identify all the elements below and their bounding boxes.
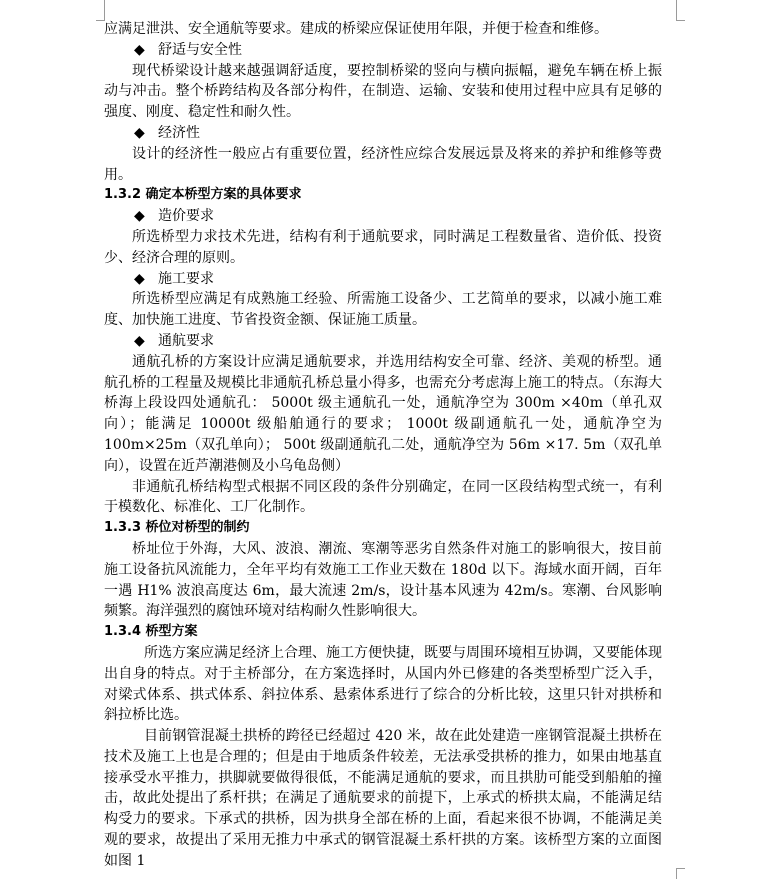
bullet-label: 舒适与安全性 [158, 41, 242, 58]
document-body [104, 19, 662, 872]
bullet-label: 施工要求 [158, 270, 214, 287]
bullet-item [104, 123, 662, 144]
bullet-item [104, 40, 662, 61]
paragraph: 所选桥型力求技术先进，结构有利于通航要求，同时满足工程数量省、造价低、投资少、经济合理的原则。 [104, 228, 662, 266]
bullet-label: 造价要求 [158, 208, 214, 225]
paragraph: 应满足泄洪、安全通航等要求。建成的桥梁应保证使用年限，并便于检查和维修。 [104, 21, 608, 37]
diamond-bullet-icon: ◆ [134, 124, 145, 141]
bullet-item [104, 331, 662, 352]
paragraph: 目前钢管混凝土拱桥的跨径已经超过 420 米，故在此处建造一座钢管混凝土拱桥在技术及施工上也是合理的；但是由于地质条件较差，无法承受拱桥的推力，如果由地基直接承受水平推力，拱脚就要做得很低，不能满足通航的要求，而且拱肋可能受到船舶的撞击，故此处提出了系杆拱；在满足了通航要求的前提下，上承式的桥拱太扁，不能满足结构受力的要求。下承式的拱桥，因为拱身全部在桥的上面，看起来很不协调，不能满足美观的要求，故提出了采用无推力中承式的钢管混凝土系杆拱的方案。该桥型方案的立面图如图 1 [104, 728, 662, 869]
paragraph: 非通航孔桥结构型式根据不同区段的条件分别确定，在同一区段结构型式统一，有利于模数化、标准化、工厂化制作。 [104, 478, 662, 516]
margin-corner-mark [676, 0, 685, 21]
paragraph: 通航孔桥的方案设计应满足通航要求，并选用结构安全可靠、经济、美观的桥型。通航孔桥的工程量及规模比非通航孔桥总量小得多，也需充分考虑海上施工的特点。（东海大桥海上段设四处通航孔： 5000t 级主通航孔一处，通航净空为 300m ×40m（单孔双向）；能满足 10000t 级船舶通行的要求； 1000t 级副通航孔一处，通航净空为 100m×25m（双孔单向）； 500t 级副通航孔二处，通航净空为 56m ×17. 5m（双孔单向），设置在近芦潮港侧及小乌龟岛侧） [104, 353, 662, 474]
bullet-label: 经济性 [158, 124, 200, 141]
bullet-item [104, 206, 662, 227]
diamond-bullet-icon: ◆ [134, 41, 145, 58]
margin-corner-mark [676, 868, 685, 879]
bullet-item [104, 269, 662, 290]
paragraph: 桥址位于外海，大风、波浪、潮流、寒潮等恶劣自然条件对施工的影响很大，按目前施工设备抗风流能力，全年平均有效施工工作业天数在 180d 以下。海域水面开阔，百年一遇 H1% 波浪高度达 6m，最大流速 2m/s，设计基本风速为 42m/s。寒潮、台风影响频繁。海洋强烈的腐蚀环境对结构耐久性影响很大。 [104, 540, 662, 620]
diamond-bullet-icon: ◆ [134, 332, 145, 349]
margin-corner-mark [96, 0, 105, 21]
paragraph: 所选方案应满足经济上合理、施工方便快捷，既要与周围环境相互协调，又要能体现出自身的特点。对于主桥部分，在方案选择时，从国内外已修建的各类型桥型广泛入手，对梁式体系、拱式体系、斜拉体系、悬索体系进行了综合的分析比较，这里只针对拱桥和斜拉桥比选。 [104, 644, 662, 724]
bullet-label: 通航要求 [158, 332, 214, 349]
diamond-bullet-icon: ◆ [134, 270, 145, 287]
paragraph: 设计的经济性一般应占有重要位置，经济性应综合发展远景及将来的养护和维修等费用。 [104, 145, 662, 183]
section-heading: 1.3.2 确定本桥型方案的具体要求 [104, 187, 302, 203]
section-heading: 1.3.4 桥型方案 [104, 624, 198, 640]
diamond-bullet-icon: ◆ [134, 208, 145, 225]
paragraph: 所选桥型应满足有成熟施工经验、所需施工设备少、工艺简单的要求，以减小施工难度、加快施工进度、节省投资金额、保证施工质量。 [104, 291, 662, 329]
paragraph: 现代桥梁设计越来越强调舒适度，要控制桥梁的竖向与横向振幅，避免车辆在桥上振动与冲击。整个桥跨结构及各部分构件，在制造、运输、安装和使用过程中应具有足够的强度、刚度、稳定性和耐久性。 [104, 62, 662, 121]
section-heading: 1.3.3 桥位对桥型的制约 [104, 520, 250, 536]
